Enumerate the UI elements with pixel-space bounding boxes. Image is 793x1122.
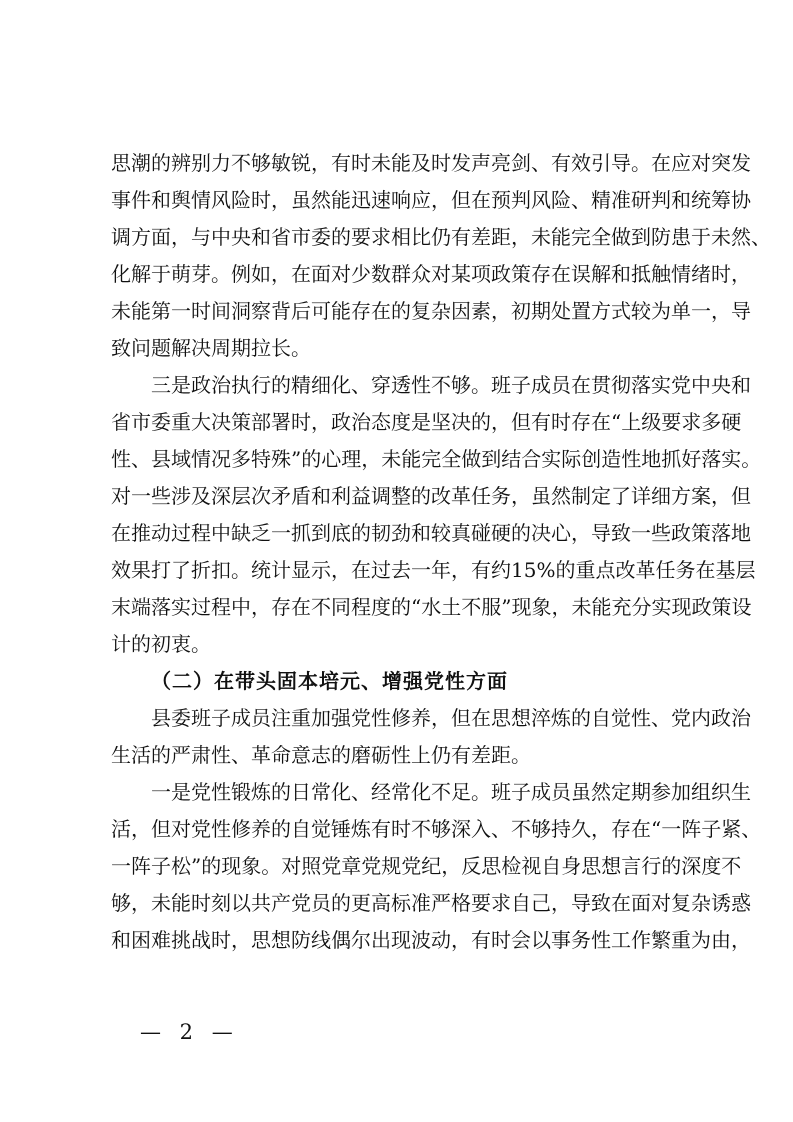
document-body xyxy=(111,145,771,959)
text-line: 三是政治执行的精细化、穿透性不够。班子成员在贯彻落实党中央和 xyxy=(151,373,751,397)
section-heading: （二）在带头固本培元、增强党性方面 xyxy=(151,669,508,693)
text-line: 化解于萌芽。例如，在面对少数群众对某项政策存在误解和抵触情绪时， xyxy=(111,262,751,286)
text-line: 调方面，与中央和省市委的要求相比仍有差距，未能完全做到防患于未然、 xyxy=(111,225,771,249)
text-line: 生活的严肃性、革命意志的磨砺性上仍有差距。 xyxy=(111,743,531,767)
text-line: 和困难挑战时，思想防线偶尔出现波动，有时会以事务性工作繁重为由， xyxy=(111,928,751,952)
text-line: 事件和舆情风险时，虽然能迅速响应，但在预判风险、精准研判和统筹协 xyxy=(111,188,751,212)
text-line: 省市委重大决策部署时，政治态度是坚决的，但有时存在“上级要求多硬 xyxy=(111,410,742,434)
text-line: 够，未能时刻以共产党员的更高标准严格要求自己，导致在面对复杂诱惑 xyxy=(111,891,751,915)
text-line: 效果打了折扣。统计显示，在过去一年，有约15%的重点改革任务在基层 xyxy=(111,558,756,582)
text-line: 未能第一时间洞察背后可能存在的复杂因素，初期处置方式较为单一，导 xyxy=(111,299,751,323)
text-line: 一阵子松”的现象。对照党章党规党纪，反思检视自身思想言行的深度不 xyxy=(111,854,742,878)
text-line: 在推动过程中缺乏一抓到底的韧劲和较真碰硬的决心，导致一些政策落地 xyxy=(111,521,751,545)
text-line: 思潮的辨别力不够敏锐，有时未能及时发声亮剑、有效引导。在应对突发 xyxy=(111,151,751,175)
text-line: 致问题解决周期拉长。 xyxy=(111,336,311,360)
text-line: 一是党性锻炼的日常化、经常化不足。班子成员虽然定期参加组织生 xyxy=(151,780,751,804)
text-line: 末端落实过程中，存在不同程度的“水土不服”现象，未能充分实现政策设 xyxy=(111,595,752,619)
page-number: — 2 — xyxy=(140,1020,239,1044)
text-line: 性、县域情况多特殊”的心理，未能完全做到结合实际创造性地抓好落实。 xyxy=(111,447,762,471)
text-line: 县委班子成员注重加强党性修养，但在思想淬炼的自觉性、党内政治 xyxy=(151,706,751,730)
text-line: 活，但对党性修养的自觉锤炼有时不够深入、不够持久，存在“一阵子紧、 xyxy=(111,817,762,841)
text-line: 计的初衷。 xyxy=(111,632,211,656)
text-line: 对一些涉及深层次矛盾和利益调整的改革任务，虽然制定了详细方案，但 xyxy=(111,484,751,508)
